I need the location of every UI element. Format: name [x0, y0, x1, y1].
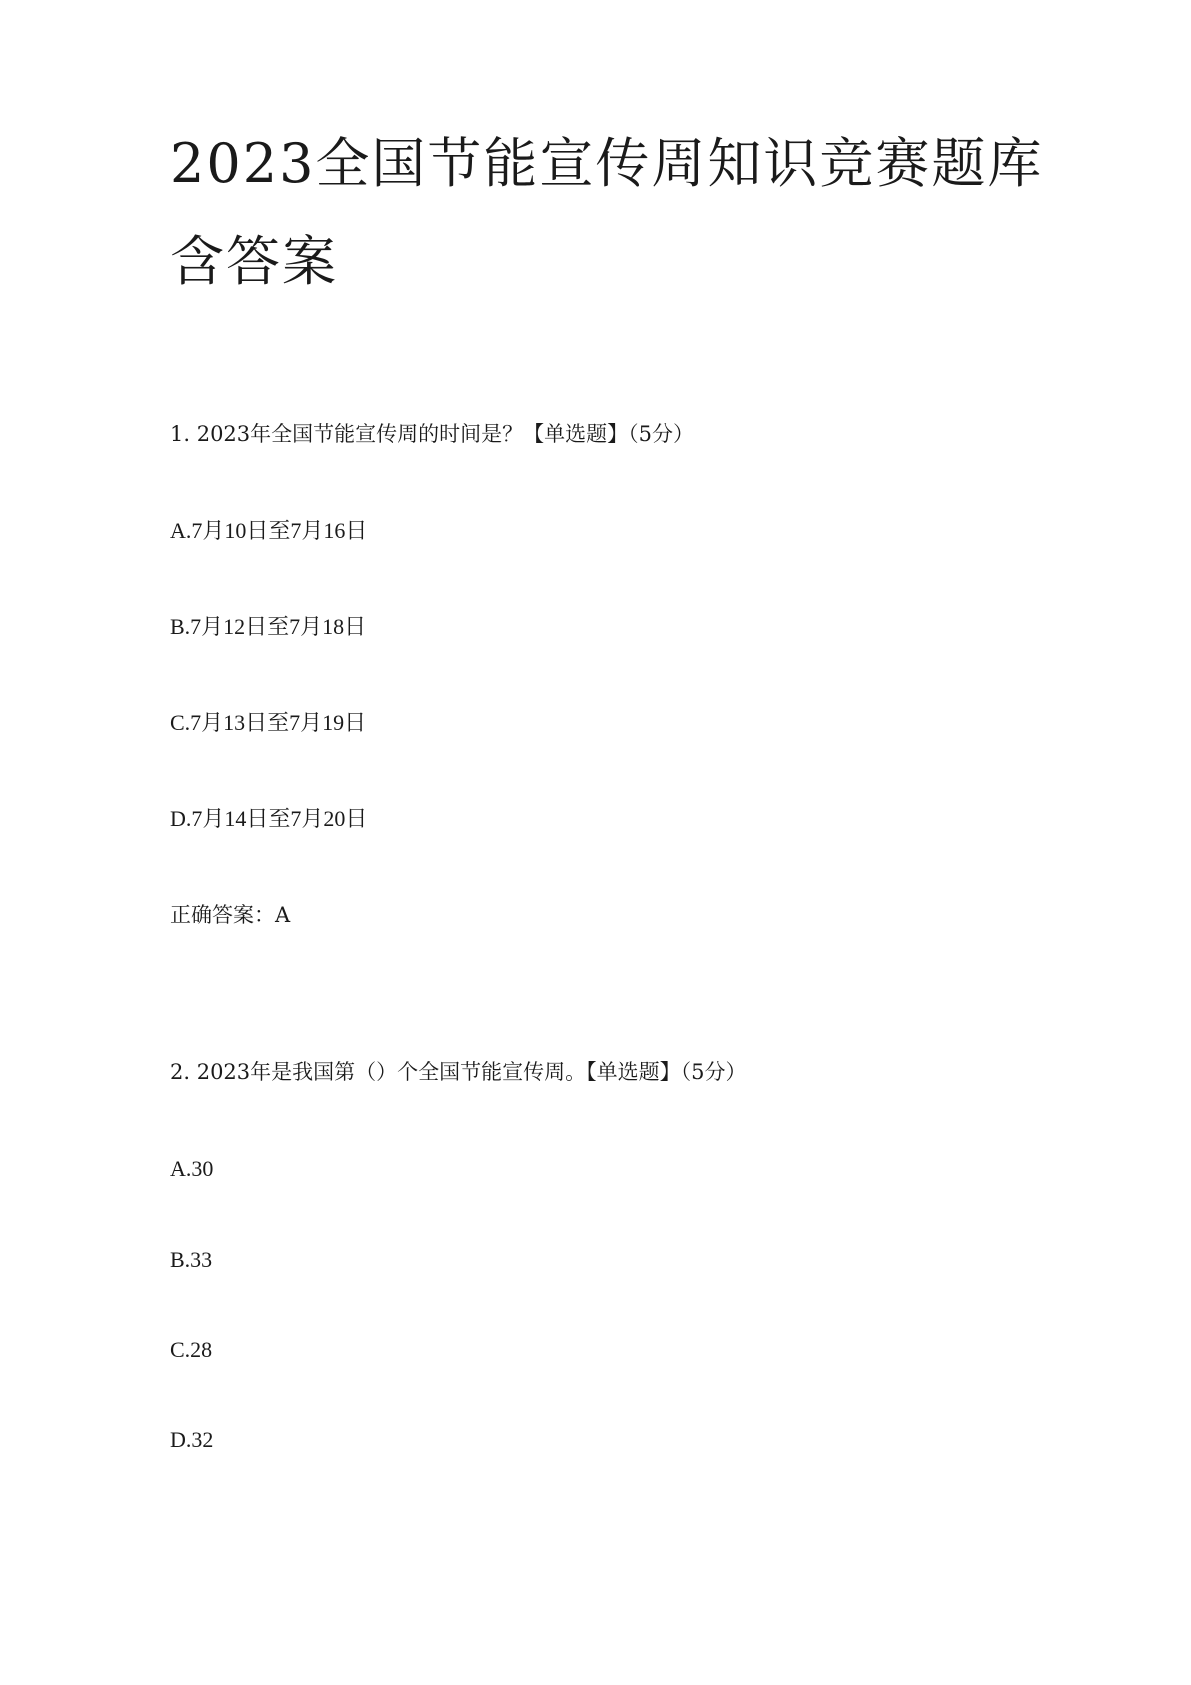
question-1-option-b: B.7月12日至7月18日 [170, 614, 367, 639]
question-2-option-b: B.33 [170, 1247, 213, 1272]
question-1-option-d: D.7月14日至7月20日 [170, 806, 368, 831]
question-2-option-a: A.30 [170, 1156, 214, 1181]
question-1-option-a: A.7月10日至7月16日 [170, 518, 368, 543]
question-1-stem: 1. 2023年全国节能宣传周的时间是？【单选题】（5分） [170, 422, 695, 446]
question-2-option-c: C.28 [170, 1337, 213, 1362]
page-title [170, 115, 1070, 311]
title-line-1: 2023全国节能宣传周知识竞赛题库 [170, 132, 1044, 195]
question-1-answer: 正确答案：A [170, 903, 291, 927]
title-line-2: 含答案 [170, 230, 338, 293]
question-2-option-d: D.32 [170, 1427, 214, 1452]
question-1-option-c: C.7月13日至7月19日 [170, 710, 367, 735]
question-2-stem: 2. 2023年是我国第（）个全国节能宣传周。【单选题】（5分） [170, 1060, 747, 1084]
